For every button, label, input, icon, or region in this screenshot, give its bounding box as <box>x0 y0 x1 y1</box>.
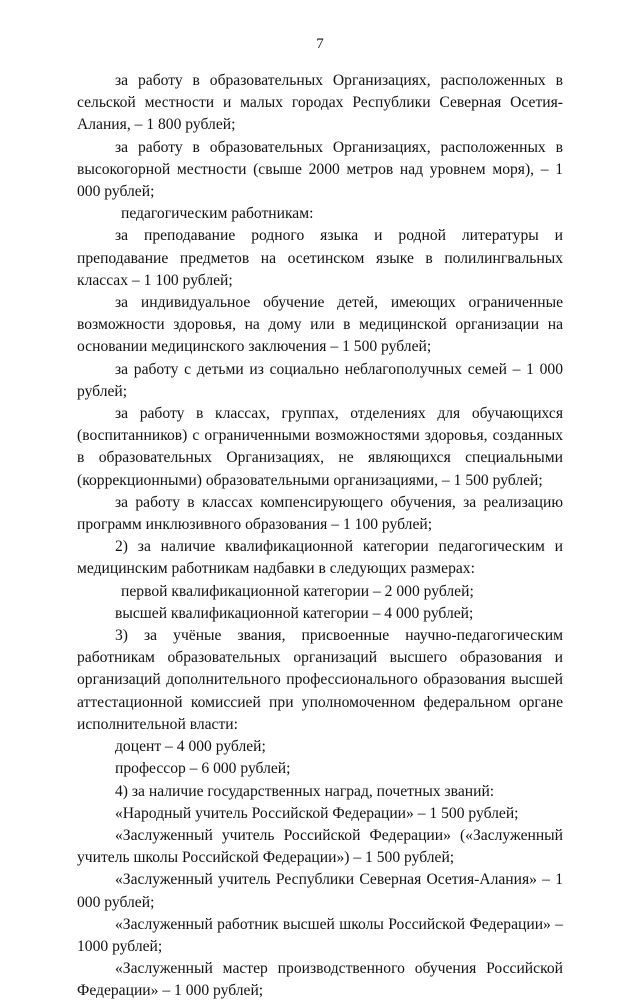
paragraph: первой квалификационной категории – 2 000 рублей; <box>121 582 474 600</box>
paragraph: «Заслуженный учитель Республики Северная Осетия-Алания» – 1 000 рублей; <box>77 871 563 911</box>
paragraph: доцент – 4 000 рублей; <box>115 738 266 756</box>
paragraph: «Заслуженный работник высшей школы Российской Федерации» – 1000 рублей; <box>77 915 563 955</box>
paragraph: за работу в классах, группах, отделениях для обучающихся (воспитанников) с ограниченными возможностями здоровья, созданных в образовательных Организациях, не являющихся специальными (коррекционными) образовательными организациями, – 1 500 рублей; <box>77 405 563 489</box>
paragraph: 3) за учёные звания, присвоенные научно-педагогическим работникам образовательных организаций высшего образования и организаций дополнительного профессионального образования высшей аттестационной комиссией при уполномоченном федеральном органе исполнительной власти: <box>77 627 563 733</box>
paragraph: профессор – 6 000 рублей; <box>115 760 291 778</box>
paragraph: «Народный учитель Российской Федерации» – 1 500 рублей; <box>115 804 519 822</box>
paragraph: за работу в классах компенсирующего обучения, за реализацию программ инклюзивного образования – 1 100 рублей; <box>77 493 563 534</box>
paragraph: педагогическим работникам: <box>121 205 314 223</box>
paragraph: за работу в образовательных Организациях, расположенных в высокогорной местности (свыше 2000 метров над уровнем моря), – 1 000 рублей; <box>77 138 563 201</box>
paragraph: за индивидуальное обучение детей, имеющих ограниченные возможности здоровья, на дому или в медицинской организации на основании медицинского заключения – 1 500 рублей; <box>77 294 563 356</box>
paragraph: за работу с детьми из социально неблагополучных семей – 1 000 рублей; <box>77 360 563 400</box>
paragraph: за преподавание родного языка и родной литературы и преподавание предметов на осетинском языке в полилингвальных классах – 1 100 рублей; <box>77 227 563 289</box>
paragraph: «Заслуженный учитель Российской Федерации» («Заслуженный учитель школы Российской Федерации») – 1 500 рублей; <box>77 826 563 867</box>
page-number: 7 <box>316 36 324 52</box>
paragraph: 4) за наличие государственных наград, почетных званий: <box>115 782 495 800</box>
paragraph: 2) за наличие квалификационной категории педагогическим и медицинским работникам надбавки в следующих размерах: <box>77 538 563 578</box>
paragraph: за работу в образовательных Организациях, расположенных в сельской местности и малых городах Республики Северная Осетия-Алания, – 1 800 рублей; <box>77 72 563 134</box>
paragraph: высшей квалификационной категории – 4 000 рублей; <box>115 604 474 622</box>
paragraph: «Заслуженный мастер производственного обучения Российской Федерации» – 1 000 рублей; <box>77 960 563 1000</box>
document-body <box>77 70 563 1003</box>
